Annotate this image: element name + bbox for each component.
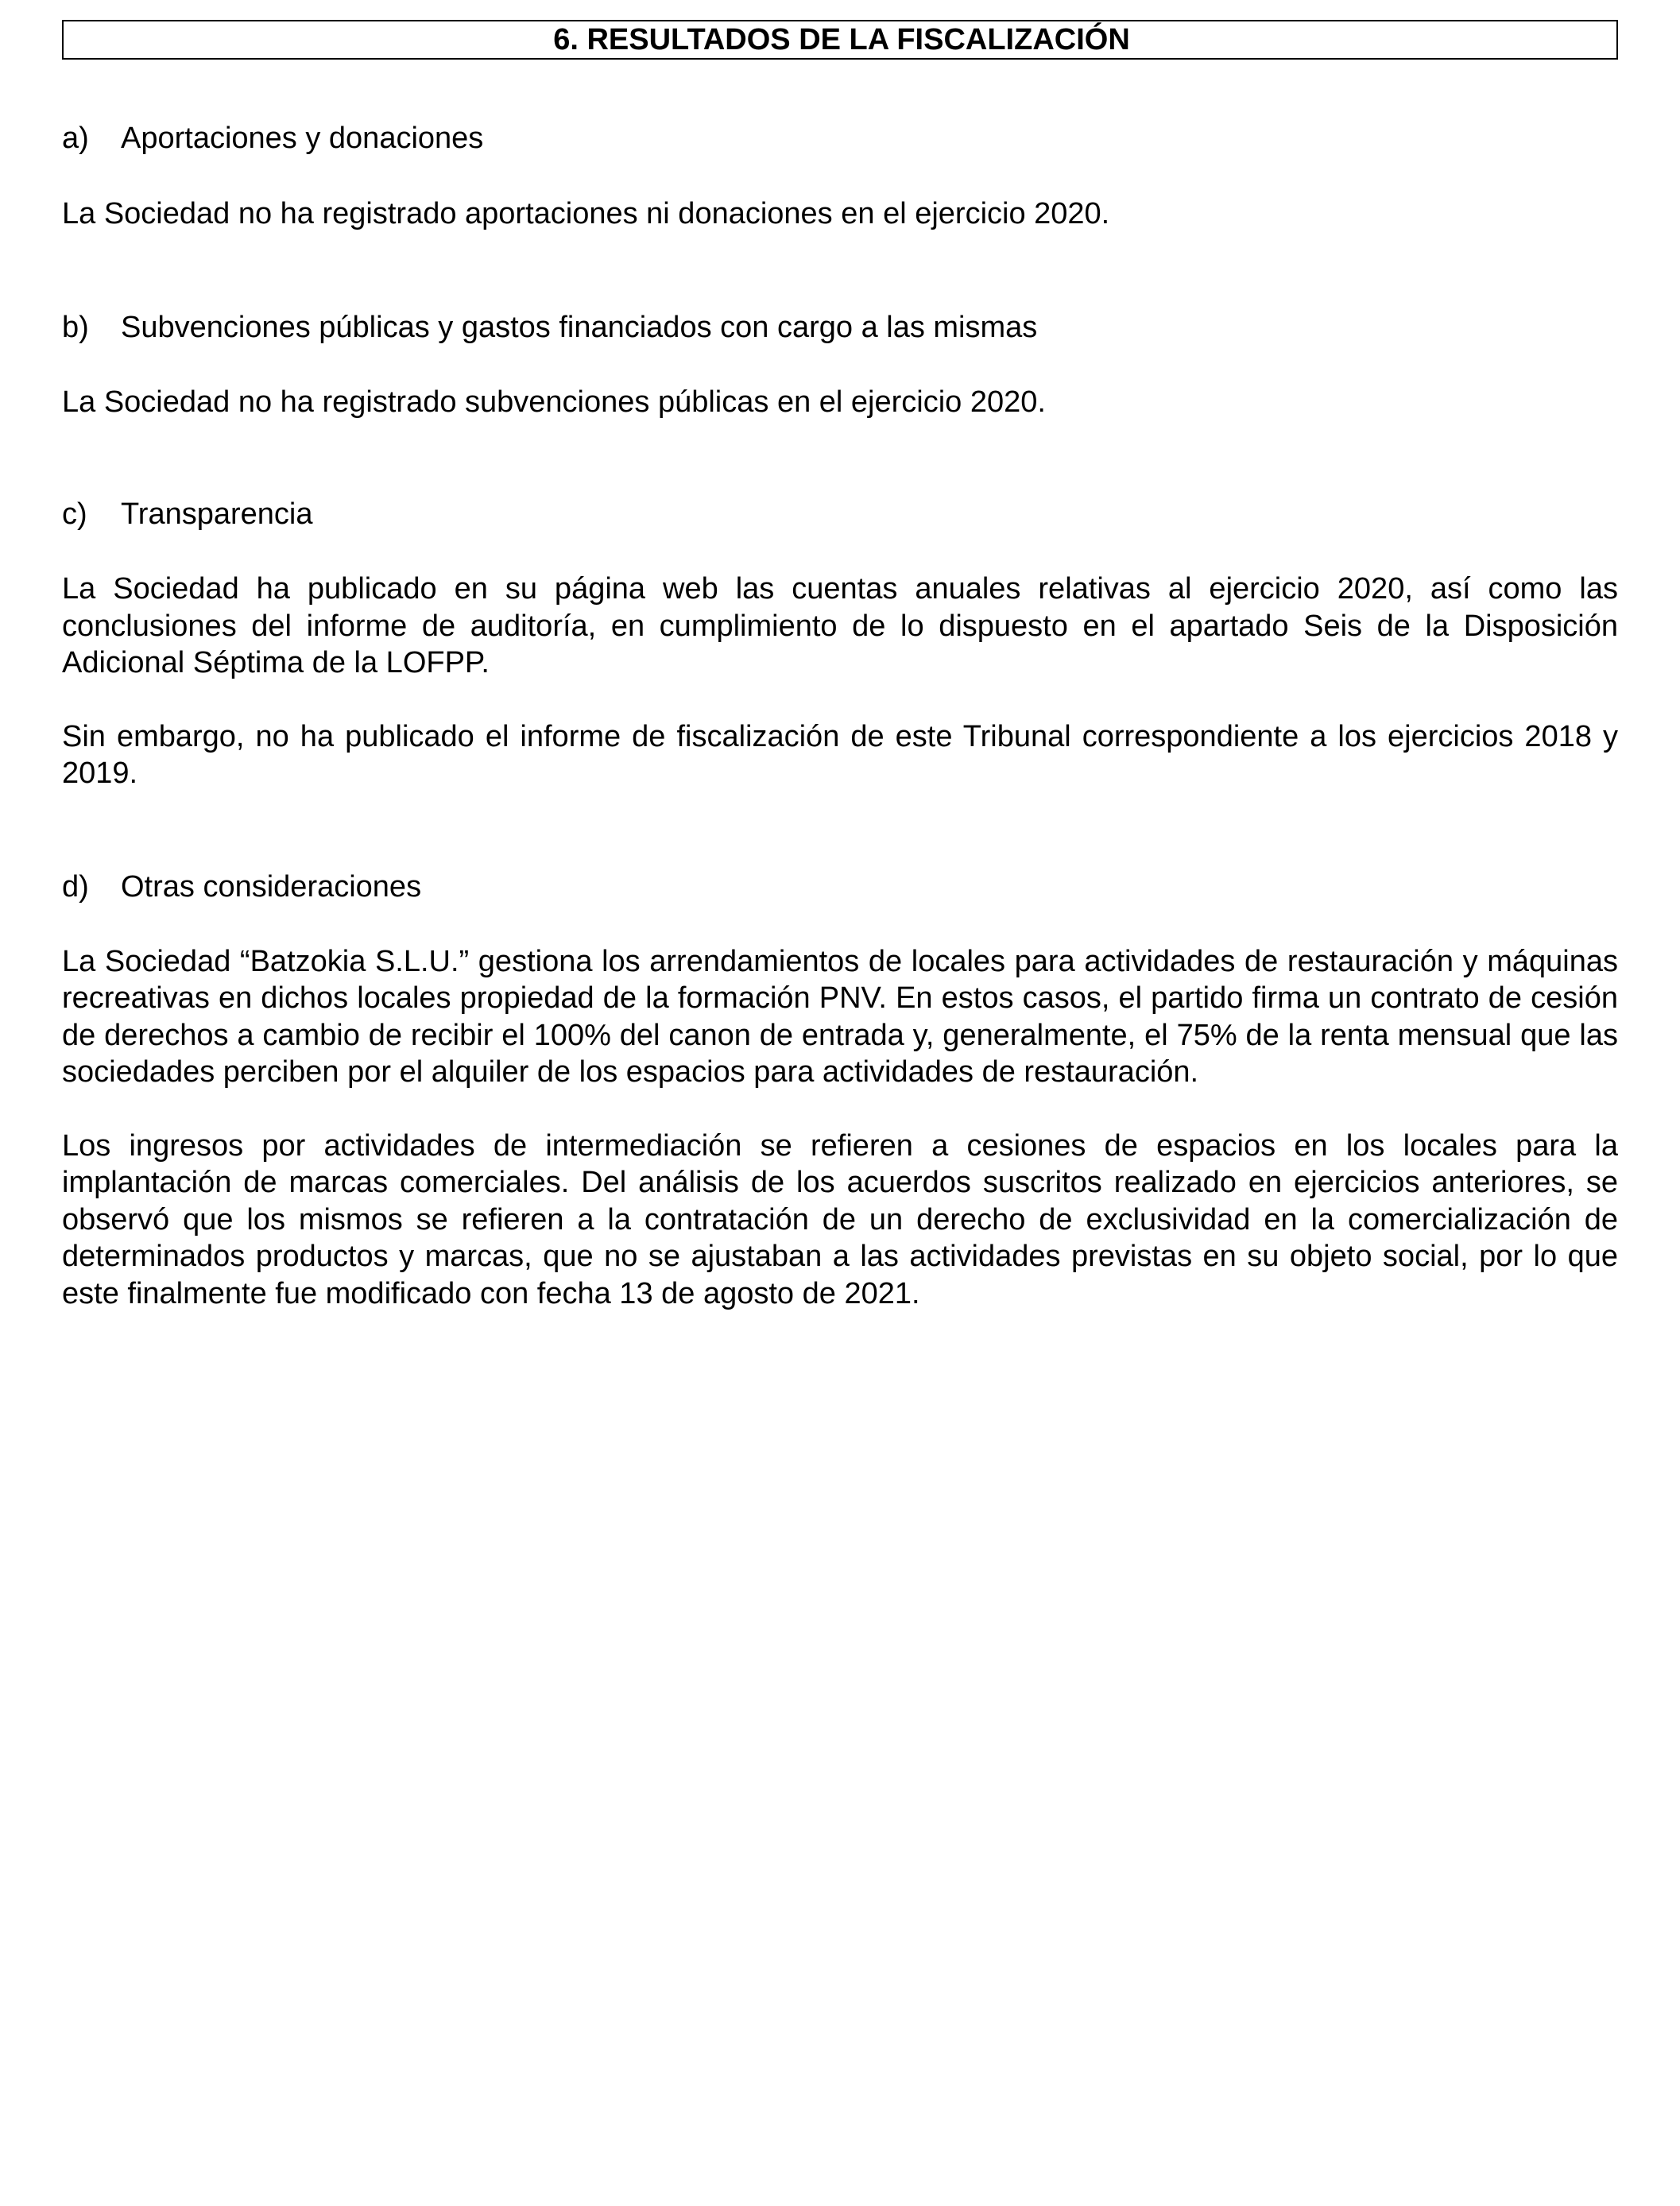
subsection-title: Otras consideraciones	[121, 869, 422, 904]
paragraph: Los ingresos por actividades de intermediación se refieren a cesiones de espacios en los locales para la implantación de marcas comerciales. Del análisis de los acuerdos suscritos realizado en ejercicios anteriores, se observó que los mismos se refieren a la contratación de un derecho de exclusividad en la comercialización de determinados productos y marcas, que no se ajustaban a las actividades previstas en su objeto social, por lo que este finalmente fue modificado con fecha 13 de agosto de 2021.	[62, 1128, 1618, 1310]
subsection-letter: c)	[62, 497, 87, 531]
paragraph: La Sociedad no ha registrado aportaciones ni donaciones en el ejercicio 2020.	[62, 197, 1110, 230]
subsection-heading-a	[62, 120, 1618, 157]
subsection-title: Subvenciones públicas y gastos financiados con cargo a las mismas	[121, 310, 1038, 344]
section-title: 6. RESULTADOS DE LA FISCALIZACIÓN	[62, 20, 1618, 60]
subsection-letter: d)	[62, 869, 89, 904]
paragraph: La Sociedad “Batzokia S.L.U.” gestiona los arrendamientos de locales para actividades de restauración y máquinas recreativas en dichos locales propiedad de la formación PNV. En estos casos, el partido firma un contrato de cesión de derechos a cambio de recibir el 100% del canon de entrada y, generalmente, el 75% de la renta mensual que las sociedades perciben por el alquiler de los espacios para actividades de restauración.	[62, 944, 1618, 1089]
paragraph: La Sociedad no ha registrado subvenciones públicas en el ejercicio 2020.	[62, 385, 1046, 419]
subsection-heading-c	[62, 496, 1618, 532]
subsection-letter: b)	[62, 310, 89, 344]
document-page	[62, 20, 1618, 1312]
paragraph: La Sociedad ha publicado en su página web las cuentas anuales relativas al ejercicio 2020, así como las conclusiones del informe de auditoría, en cumplimiento de lo dispuesto en el apartado Seis de la Disposición Adicional Séptima de la LOFPP.	[62, 572, 1618, 679]
subsection-letter: a)	[62, 122, 89, 155]
paragraph: Sin embargo, no ha publicado el informe de fiscalización de este Tribunal correspondiente a los ejercicios 2018 y 2019.	[62, 719, 1618, 790]
subsection-title: Aportaciones y donaciones	[121, 122, 484, 155]
subsection-title: Transparencia	[121, 497, 313, 531]
subsection-heading-d	[62, 869, 1618, 905]
subsection-heading-b	[62, 309, 1618, 346]
